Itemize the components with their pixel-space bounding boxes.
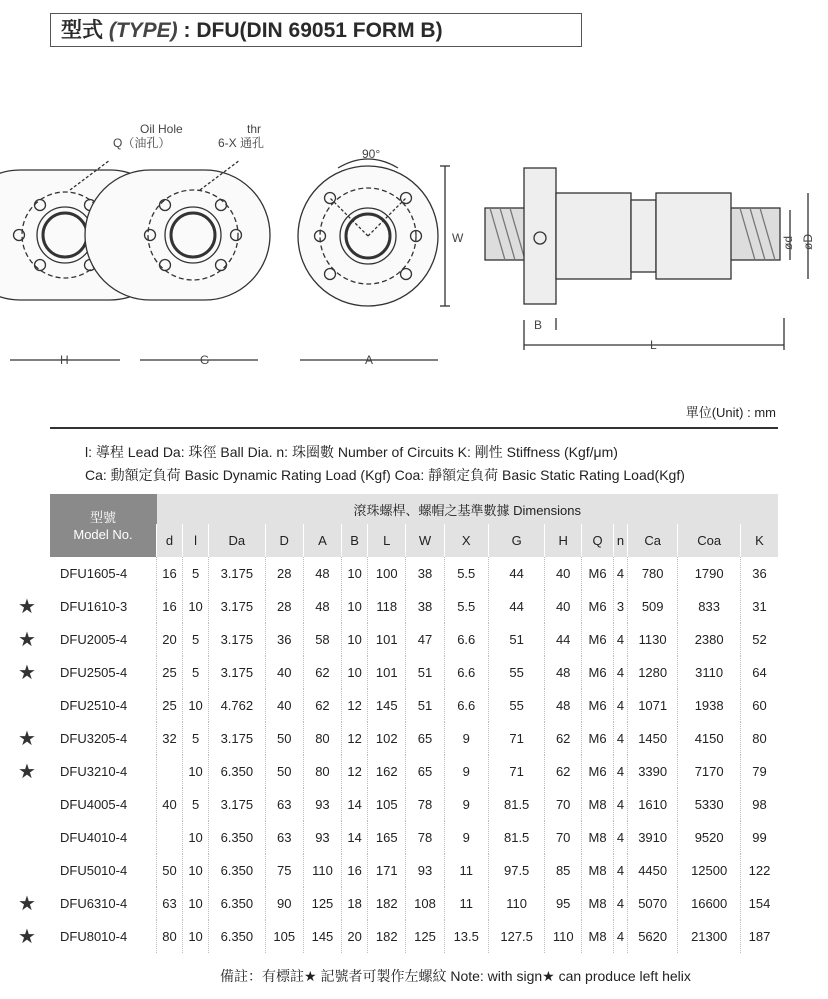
column-header-row xyxy=(50,524,778,557)
cell-n: 3 xyxy=(614,590,628,623)
cell-g: 81.5 xyxy=(488,821,545,854)
l-label: L xyxy=(650,338,657,352)
cell-d: 28 xyxy=(265,557,303,590)
cell-b: 10 xyxy=(342,590,368,623)
cell-q: M8 xyxy=(582,920,614,953)
cell-x: 9 xyxy=(444,722,488,755)
table-row xyxy=(50,656,778,689)
cell-ca: 780 xyxy=(627,557,677,590)
cell-w: 51 xyxy=(406,656,444,689)
flange-view-g xyxy=(85,160,270,300)
cell-b: 20 xyxy=(342,920,368,953)
cell-x: 13.5 xyxy=(444,920,488,953)
cell-a: 125 xyxy=(303,887,341,920)
cell-n: 4 xyxy=(614,821,628,854)
table-row xyxy=(50,689,778,722)
cell-h: 70 xyxy=(545,821,582,854)
cell-da: 3.175 xyxy=(209,656,266,689)
cell-l: 10 xyxy=(183,887,209,920)
cell-l: 10 xyxy=(183,920,209,953)
cell-a: 80 xyxy=(303,755,341,788)
cell-coa: 7170 xyxy=(678,755,741,788)
cell-q: M6 xyxy=(582,722,614,755)
cell-a: 80 xyxy=(303,722,341,755)
table-row xyxy=(50,623,778,656)
cell-d xyxy=(157,755,183,788)
cell-ca: 4450 xyxy=(627,854,677,887)
cell-a: 48 xyxy=(303,557,341,590)
cell-l: 5 xyxy=(183,656,209,689)
cell-l: 118 xyxy=(368,590,406,623)
cell-k: 52 xyxy=(740,623,778,656)
cell-ca: 1280 xyxy=(627,656,677,689)
cell-b: 10 xyxy=(342,656,368,689)
cell-da: 3.175 xyxy=(209,557,266,590)
cell-n: 4 xyxy=(614,920,628,953)
cell-k: 99 xyxy=(740,821,778,854)
cell-b: 14 xyxy=(342,821,368,854)
cell-n: 4 xyxy=(614,557,628,590)
cell-x: 9 xyxy=(444,821,488,854)
cell-l: 10 xyxy=(183,689,209,722)
cell-h: 48 xyxy=(545,656,582,689)
column-header-d: D xyxy=(265,524,303,557)
cell-l: 102 xyxy=(368,722,406,755)
dd-label: øD xyxy=(801,234,815,250)
page-title xyxy=(50,13,582,47)
cell-w: 78 xyxy=(406,821,444,854)
angle-label: 90° xyxy=(362,147,381,161)
cell-h: 85 xyxy=(545,854,582,887)
table-row xyxy=(50,722,778,755)
cell-ca: 1610 xyxy=(627,788,677,821)
cell-q: M6 xyxy=(582,590,614,623)
cell-da: 3.175 xyxy=(209,722,266,755)
cell-da: 3.175 xyxy=(209,788,266,821)
cell-l: 105 xyxy=(368,788,406,821)
cell-coa: 2380 xyxy=(678,623,741,656)
column-header-h: H xyxy=(545,524,582,557)
cell-q: M8 xyxy=(582,788,614,821)
model-cell: DFU2005-4 xyxy=(60,632,128,647)
left-helix-star: ★ xyxy=(18,662,36,684)
cell-d: 40 xyxy=(265,656,303,689)
cell-n: 4 xyxy=(614,755,628,788)
cell-k: 154 xyxy=(740,887,778,920)
table-row xyxy=(50,854,778,887)
column-header-b: B xyxy=(342,524,368,557)
title-model: DFU(DIN 69051 FORM B) xyxy=(196,19,443,42)
cell-a: 62 xyxy=(303,656,341,689)
cell-g: 71 xyxy=(488,755,545,788)
cell-g: 44 xyxy=(488,557,545,590)
cell-coa: 4150 xyxy=(678,722,741,755)
column-header-a: A xyxy=(303,524,341,557)
column-header-x: X xyxy=(444,524,488,557)
cell-l: 165 xyxy=(368,821,406,854)
cell-b: 10 xyxy=(342,557,368,590)
b-label: B xyxy=(534,318,543,332)
cell-d: 80 xyxy=(157,920,183,953)
model-cell: DFU1610-3 xyxy=(60,599,128,614)
cell-b: 18 xyxy=(342,887,368,920)
dimensions-header: 滾珠螺桿、螺帽之基準數據 Dimensions xyxy=(157,494,779,524)
table-row xyxy=(50,920,778,953)
cell-ca: 1450 xyxy=(627,722,677,755)
cell-d: 20 xyxy=(157,623,183,656)
cell-b: 10 xyxy=(342,623,368,656)
column-header-l: L xyxy=(368,524,406,557)
cell-da: 6.350 xyxy=(209,755,266,788)
cell-h: 62 xyxy=(545,722,582,755)
cell-l: 5 xyxy=(183,623,209,656)
cell-n: 4 xyxy=(614,689,628,722)
unit-label: 單位(Unit) : mm xyxy=(685,405,776,420)
title-prefix: 型式 xyxy=(61,19,103,42)
model-header-cn: 型號 xyxy=(89,509,116,525)
cell-w: 47 xyxy=(406,623,444,656)
cell-l: 171 xyxy=(368,854,406,887)
cell-w: 93 xyxy=(406,854,444,887)
cell-n: 4 xyxy=(614,887,628,920)
cell-n: 4 xyxy=(614,854,628,887)
cell-h: 95 xyxy=(545,887,582,920)
cell-h: 44 xyxy=(545,623,582,656)
cell-b: 12 xyxy=(342,689,368,722)
cell-d: 40 xyxy=(265,689,303,722)
cell-coa: 12500 xyxy=(678,854,741,887)
cell-k: 60 xyxy=(740,689,778,722)
cell-a: 58 xyxy=(303,623,341,656)
cell-ca: 509 xyxy=(627,590,677,623)
cell-coa: 16600 xyxy=(678,887,741,920)
left-helix-star: ★ xyxy=(18,761,36,783)
cell-l: 162 xyxy=(368,755,406,788)
dimensions-table xyxy=(50,494,778,953)
legend-line-1: l: 導程 Lead Da: 珠徑 Ball Dia. n: 珠圈數 Number of Circuits K: 剛性 Stiffness (Kgf/μm) xyxy=(85,444,618,460)
cell-w: 65 xyxy=(406,755,444,788)
column-header-k: K xyxy=(740,524,778,557)
w-label: W xyxy=(452,231,464,245)
cell-a: 48 xyxy=(303,590,341,623)
cell-l: 182 xyxy=(368,887,406,920)
cell-ca: 3910 xyxy=(627,821,677,854)
column-header-da: Da xyxy=(209,524,266,557)
cell-h: 62 xyxy=(545,755,582,788)
cell-g: 97.5 xyxy=(488,854,545,887)
cell-d: 105 xyxy=(265,920,303,953)
cell-l: 5 xyxy=(183,788,209,821)
model-cell: DFU4010-4 xyxy=(60,830,128,845)
cell-q: M6 xyxy=(582,656,614,689)
cell-g: 71 xyxy=(488,722,545,755)
cell-da: 3.175 xyxy=(209,590,266,623)
cell-n: 4 xyxy=(614,656,628,689)
cell-g: 81.5 xyxy=(488,788,545,821)
through-hole-label: 6-X 通孔 xyxy=(218,136,265,150)
cell-ca: 5070 xyxy=(627,887,677,920)
cell-h: 40 xyxy=(545,557,582,590)
cell-d: 25 xyxy=(157,689,183,722)
column-header-q: Q xyxy=(582,524,614,557)
thr-label: thr xyxy=(247,122,262,136)
d-label: ød xyxy=(781,235,795,250)
cell-coa: 1790 xyxy=(678,557,741,590)
cell-d: 28 xyxy=(265,590,303,623)
top-rule xyxy=(50,427,778,429)
cell-l: 5 xyxy=(183,557,209,590)
left-helix-star: ★ xyxy=(18,893,36,915)
cell-w: 51 xyxy=(406,689,444,722)
cell-b: 16 xyxy=(342,854,368,887)
cell-x: 11 xyxy=(444,854,488,887)
model-header xyxy=(50,494,157,557)
cell-a: 110 xyxy=(303,854,341,887)
cell-h: 40 xyxy=(545,590,582,623)
cell-w: 38 xyxy=(406,590,444,623)
left-helix-star: ★ xyxy=(18,728,36,750)
cell-ca: 1130 xyxy=(627,623,677,656)
left-helix-star: ★ xyxy=(18,629,36,651)
cell-d: 36 xyxy=(265,623,303,656)
cell-k: 64 xyxy=(740,656,778,689)
cell-q: M8 xyxy=(582,887,614,920)
table-row xyxy=(50,821,778,854)
cell-l: 5 xyxy=(183,722,209,755)
cell-l: 10 xyxy=(183,590,209,623)
cell-d: 90 xyxy=(265,887,303,920)
model-cell: DFU6310-4 xyxy=(60,896,128,911)
title-colon: : xyxy=(183,19,191,42)
cell-coa: 5330 xyxy=(678,788,741,821)
model-cell: DFU4005-4 xyxy=(60,797,128,812)
cell-d: 75 xyxy=(265,854,303,887)
cell-d: 50 xyxy=(157,854,183,887)
cell-a: 145 xyxy=(303,920,341,953)
cell-coa: 21300 xyxy=(678,920,741,953)
cell-coa: 1938 xyxy=(678,689,741,722)
column-header-g: G xyxy=(488,524,545,557)
cell-k: 187 xyxy=(740,920,778,953)
cell-da: 4.762 xyxy=(209,689,266,722)
oil-hole-label: Q（油孔） xyxy=(113,136,171,150)
cell-q: M6 xyxy=(582,623,614,656)
cell-n: 4 xyxy=(614,623,628,656)
legend-line-2: Ca: 動額定負荷 Basic Dynamic Rating Load (Kgf) Coa: 靜額定負荷 Basic Static Rating Load(Kgf) xyxy=(85,467,685,483)
cell-coa: 3110 xyxy=(678,656,741,689)
cell-ca: 3390 xyxy=(627,755,677,788)
cell-g: 127.5 xyxy=(488,920,545,953)
cell-a: 62 xyxy=(303,689,341,722)
cell-d: 16 xyxy=(157,557,183,590)
model-cell: DFU3210-4 xyxy=(60,764,128,779)
cell-l: 10 xyxy=(183,755,209,788)
table-body xyxy=(50,557,778,953)
cell-b: 14 xyxy=(342,788,368,821)
cell-k: 80 xyxy=(740,722,778,755)
column-header-ca: Ca xyxy=(627,524,677,557)
model-cell: DFU5010-4 xyxy=(60,863,128,878)
cell-d: 63 xyxy=(157,887,183,920)
cell-q: M6 xyxy=(582,755,614,788)
cell-h: 48 xyxy=(545,689,582,722)
table-row xyxy=(50,887,778,920)
cell-a: 93 xyxy=(303,788,341,821)
cell-coa: 833 xyxy=(678,590,741,623)
cell-g: 110 xyxy=(488,887,545,920)
cell-x: 6.6 xyxy=(444,623,488,656)
cell-d: 63 xyxy=(265,788,303,821)
cell-x: 9 xyxy=(444,788,488,821)
cell-l: 100 xyxy=(368,557,406,590)
cell-coa: 9520 xyxy=(678,821,741,854)
left-helix-star: ★ xyxy=(18,926,36,948)
cell-q: M6 xyxy=(582,689,614,722)
cell-da: 6.350 xyxy=(209,821,266,854)
cell-g: 51 xyxy=(488,623,545,656)
cell-g: 55 xyxy=(488,656,545,689)
cell-q: M6 xyxy=(582,557,614,590)
table-row xyxy=(50,755,778,788)
cell-k: 36 xyxy=(740,557,778,590)
cell-h: 110 xyxy=(545,920,582,953)
cell-ca: 1071 xyxy=(627,689,677,722)
column-header-d: d xyxy=(157,524,183,557)
cell-l: 182 xyxy=(368,920,406,953)
title-type-label: (TYPE) xyxy=(108,19,178,42)
column-header-coa: Coa xyxy=(678,524,741,557)
cell-l: 145 xyxy=(368,689,406,722)
cell-w: 78 xyxy=(406,788,444,821)
cell-x: 6.6 xyxy=(444,656,488,689)
cell-x: 11 xyxy=(444,887,488,920)
cell-g: 44 xyxy=(488,590,545,623)
cell-da: 6.350 xyxy=(209,920,266,953)
cell-x: 5.5 xyxy=(444,590,488,623)
cell-h: 70 xyxy=(545,788,582,821)
model-cell: DFU3205-4 xyxy=(60,731,128,746)
cell-k: 31 xyxy=(740,590,778,623)
table-row xyxy=(50,788,778,821)
model-cell: DFU8010-4 xyxy=(60,929,128,944)
a-label: A xyxy=(365,353,374,367)
cell-x: 6.6 xyxy=(444,689,488,722)
cell-n: 4 xyxy=(614,722,628,755)
g-label: G xyxy=(200,353,210,367)
cell-w: 38 xyxy=(406,557,444,590)
cell-b: 12 xyxy=(342,722,368,755)
cell-d: 50 xyxy=(265,722,303,755)
cell-da: 6.350 xyxy=(209,854,266,887)
cell-q: M8 xyxy=(582,821,614,854)
column-header-l: l xyxy=(183,524,209,557)
cell-n: 4 xyxy=(614,788,628,821)
technical-drawings xyxy=(0,120,828,380)
flange-view-a xyxy=(298,159,450,306)
cell-da: 6.350 xyxy=(209,887,266,920)
cell-x: 5.5 xyxy=(444,557,488,590)
oil-hole-en-label: Oil Hole xyxy=(140,122,183,136)
cell-w: 108 xyxy=(406,887,444,920)
cell-k: 98 xyxy=(740,788,778,821)
cell-d: 50 xyxy=(265,755,303,788)
cell-q: M8 xyxy=(582,854,614,887)
column-header-w: W xyxy=(406,524,444,557)
model-cell: DFU2510-4 xyxy=(60,698,128,713)
cell-b: 12 xyxy=(342,755,368,788)
cell-l: 101 xyxy=(368,656,406,689)
table-row xyxy=(50,557,778,590)
h-label: H xyxy=(60,353,69,367)
cell-g: 55 xyxy=(488,689,545,722)
cell-k: 122 xyxy=(740,854,778,887)
model-header-en: Model No. xyxy=(73,526,133,542)
cell-w: 65 xyxy=(406,722,444,755)
left-helix-star: ★ xyxy=(18,596,36,618)
model-cell: DFU1605-4 xyxy=(60,566,128,581)
cell-d: 16 xyxy=(157,590,183,623)
table-row xyxy=(50,590,778,623)
cell-a: 93 xyxy=(303,821,341,854)
cell-d: 40 xyxy=(157,788,183,821)
cell-da: 3.175 xyxy=(209,623,266,656)
cell-x: 9 xyxy=(444,755,488,788)
cell-d: 63 xyxy=(265,821,303,854)
cell-w: 125 xyxy=(406,920,444,953)
cell-d: 32 xyxy=(157,722,183,755)
model-cell: DFU2505-4 xyxy=(60,665,128,680)
cell-l: 10 xyxy=(183,821,209,854)
footnote: 備註：有標註★ 記號者可製作左螺紋 Note: with sign★ can produce left helix xyxy=(220,968,691,984)
cell-k: 79 xyxy=(740,755,778,788)
cell-ca: 5620 xyxy=(627,920,677,953)
cell-d: 25 xyxy=(157,656,183,689)
column-header-n: n xyxy=(614,524,628,557)
cell-d xyxy=(157,821,183,854)
cell-l: 101 xyxy=(368,623,406,656)
cell-l: 10 xyxy=(183,854,209,887)
